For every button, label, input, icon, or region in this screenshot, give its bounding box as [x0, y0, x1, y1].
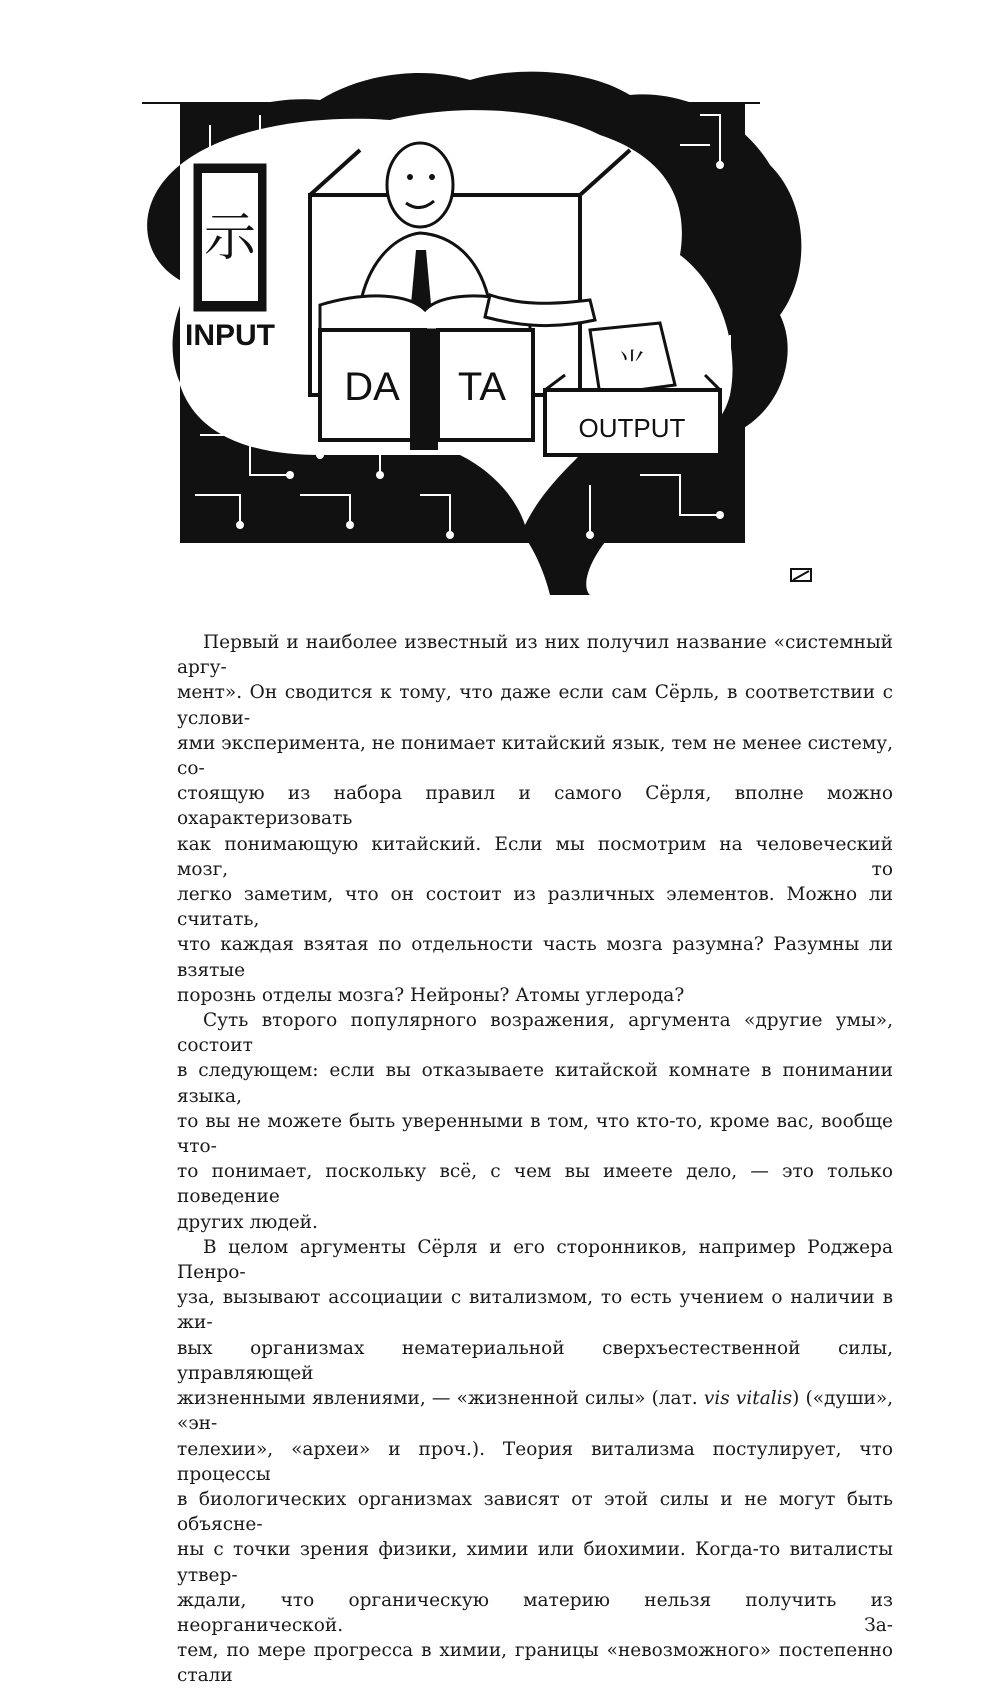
text-line: уза, вызывают ассоциации с витализмом, то есть учением о наличии в жи-: [177, 1287, 893, 1334]
illustration-svg: [120, 55, 860, 595]
text-line: мент». Он сводится к тому, что даже если сам Сёрль, в соответствии с услови-: [177, 682, 893, 729]
output-paper-glyphs: ⺌: [617, 347, 647, 380]
person-eye-right: [429, 174, 435, 180]
text-line: ждали, что органическую материю нельзя получить из неорганической. За-: [177, 1589, 893, 1636]
text-line-with-italic: [177, 1386, 893, 1436]
text-line: стоящую из набора правил и самого Сёрля, вполне можно охарактеризовать: [177, 783, 893, 830]
output-label: OUTPUT: [578, 413, 686, 443]
text-line: других людей.: [177, 1211, 318, 1233]
text-line: в биологических организмах зависят от этой силы и не могут быть объясне-: [177, 1488, 893, 1536]
paragraph-2: [177, 1008, 893, 1235]
text-run: ) («души», «эн-: [177, 1388, 894, 1435]
text-line: то понимает, поскольку всё, с чем вы имеете дело, — это только поведение: [177, 1161, 893, 1208]
text-line: Первый и наиболее известный из них получил название «системный аргу-: [177, 632, 893, 679]
text-line: то вы не можете быть уверенными в том, что кто-то, кроме вас, вообще что-: [177, 1110, 893, 1158]
input-label: INPUT: [185, 319, 275, 352]
text-line: что каждая взятая по отдельности часть мозга разумна? Разумны ли взятые: [177, 934, 893, 981]
text-line: ны с точки зрения физики, химии или биохимии. Когда-то виталисты утвер-: [177, 1539, 893, 1586]
text-line: легко заметим, что он состоит из различных элементов. Можно ли считать,: [177, 884, 893, 931]
text-line: ями эксперимента, не понимает китайский язык, тем не менее систему, со-: [177, 732, 893, 780]
person-eye-left: [407, 174, 413, 180]
chapter-corner-mark: [790, 568, 812, 582]
input-glyph: ⽰: [203, 208, 257, 268]
text-line: телехии», «археи» и проч.). Теория витализма постулирует, что процессы: [177, 1438, 893, 1485]
body-text: [177, 630, 893, 1689]
chinese-room-illustration: [120, 55, 860, 595]
data-label-right: TA: [457, 365, 507, 409]
data-label-left: DA: [344, 365, 400, 409]
paragraph-1: [177, 630, 893, 1008]
latin-term: vis vitalis: [703, 1388, 793, 1410]
text-run: жизненными явлениями, — «жизненной силы» (лат.: [177, 1388, 704, 1410]
person-head: [387, 143, 453, 227]
paragraph-3: [177, 1235, 893, 1689]
text-line: порознь отделы мозга? Нейроны? Атомы углерода?: [177, 984, 685, 1006]
text-line: вых организмах нематериальной сверхъестественной силы, управляющей: [177, 1337, 893, 1384]
text-line: как понимающую китайский. Если мы посмотрим на человеческий мозг, то: [177, 833, 893, 880]
text-line: в следующем: если вы отказываете китайской комнате в понимании языка,: [177, 1060, 893, 1107]
data-book-spine: [410, 330, 438, 450]
text-line: В целом аргументы Сёрля и его сторонников, например Роджера Пенро-: [177, 1236, 893, 1284]
text-line: Суть второго популярного возражения, аргумента «другие умы», состоит: [177, 1010, 893, 1057]
text-line: тем, по мере прогресса в химии, границы «невозможного» постепенно стали: [177, 1640, 893, 1687]
